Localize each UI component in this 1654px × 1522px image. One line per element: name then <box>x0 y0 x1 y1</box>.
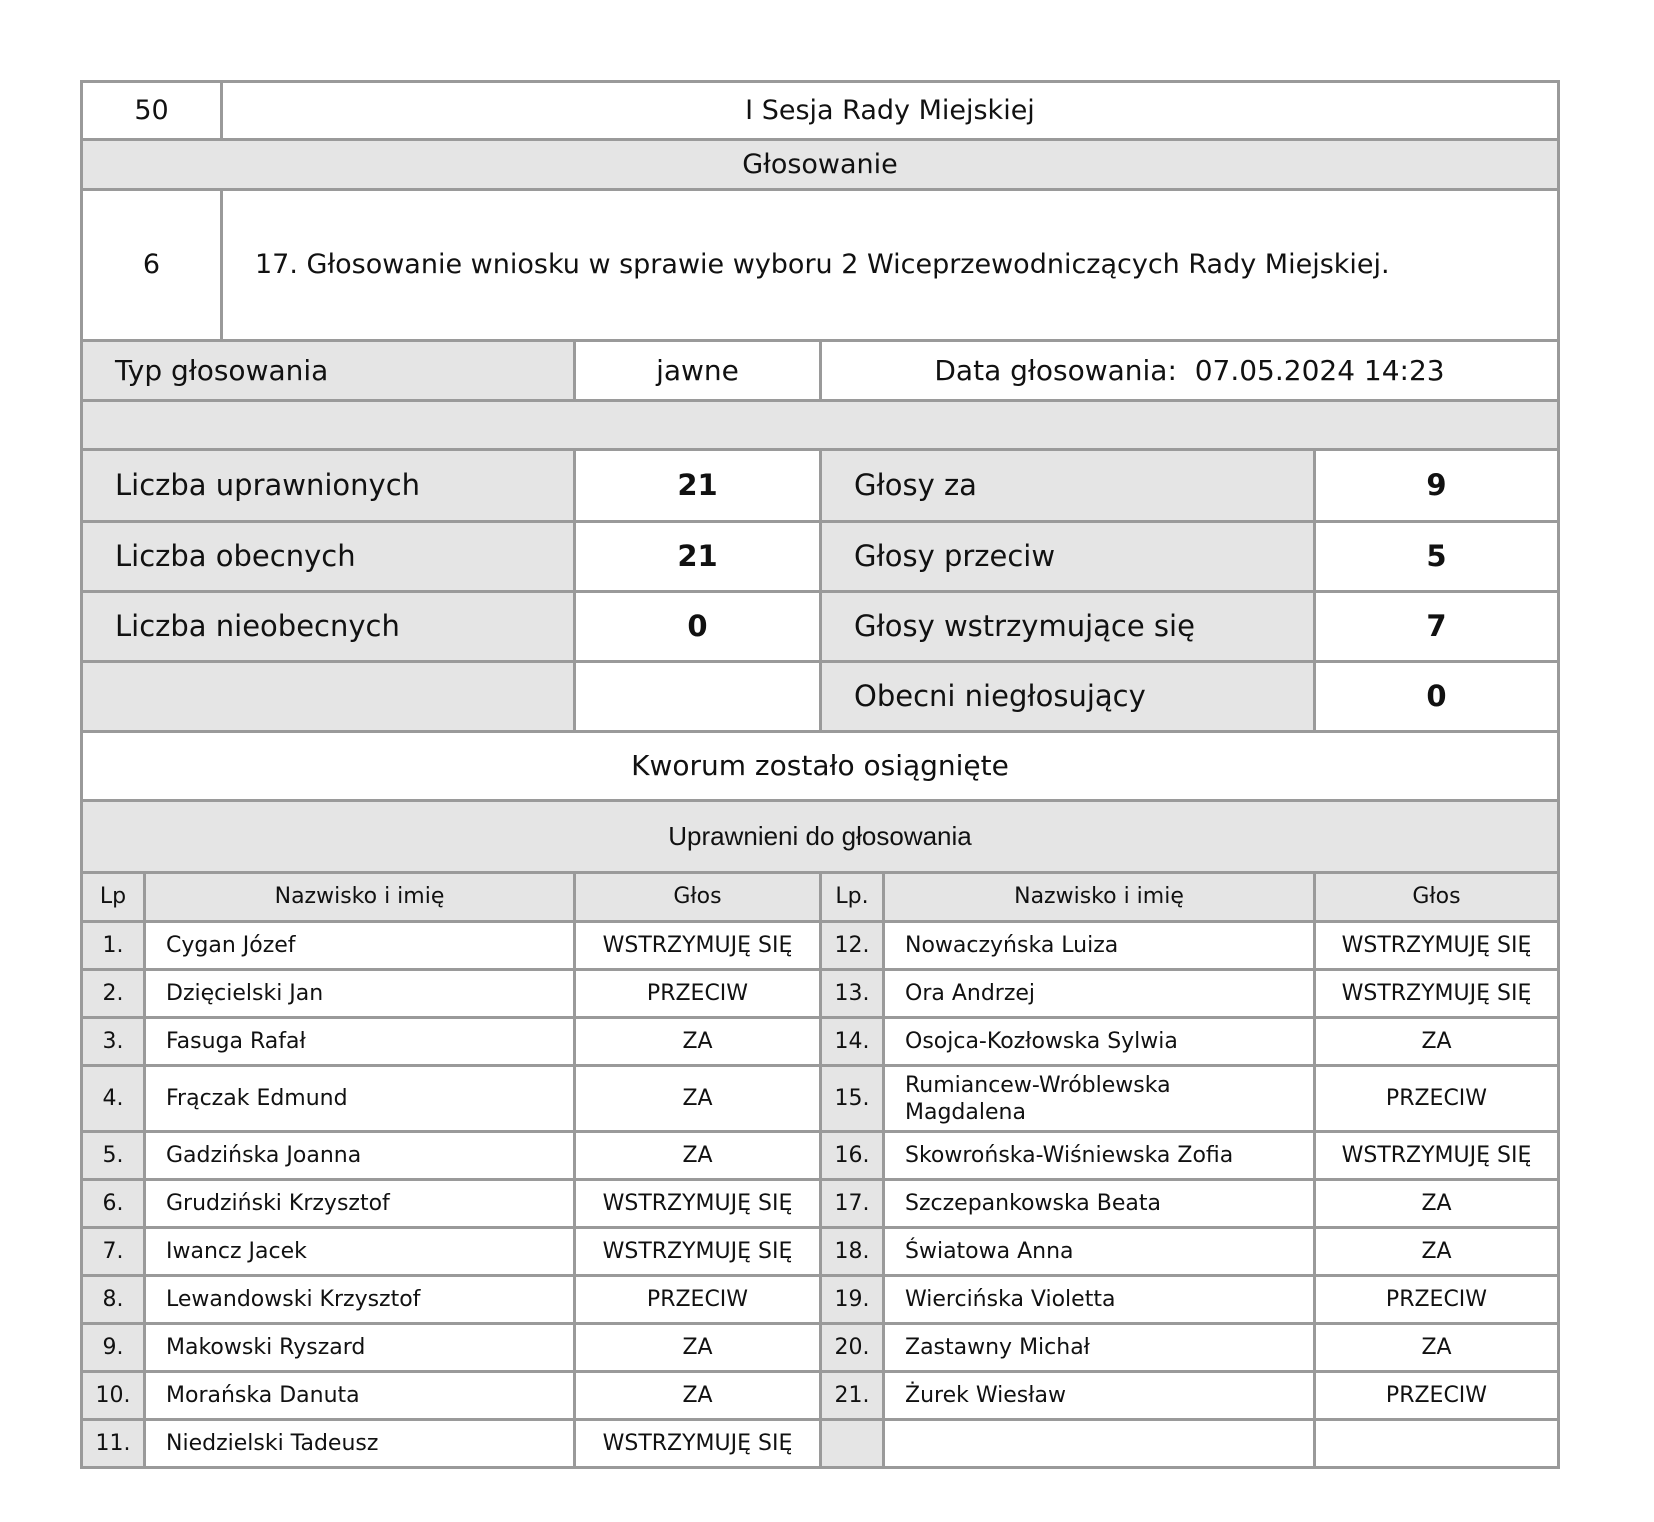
voter-name: Zastawny Michał <box>884 1324 1315 1372</box>
voter-name <box>884 1420 1315 1468</box>
table-row <box>82 1276 1559 1324</box>
voter-name: Dzięcielski Jan <box>145 970 575 1018</box>
item-number: 6 <box>82 191 222 341</box>
for-count: 9 <box>1315 451 1559 521</box>
voter-name: Frączak Edmund <box>145 1066 575 1132</box>
voter-name: Wiercińska Violetta <box>884 1276 1315 1324</box>
vote-statistics <box>80 451 1560 733</box>
eligible-label: Liczba uprawnionych <box>82 451 575 521</box>
voter-vote: WSTRZYMUJĘ SIĘ <box>575 1180 821 1228</box>
lp-cell: 21. <box>821 1372 884 1420</box>
voting-report <box>80 80 1560 1469</box>
nonvoting-count: 0 <box>1315 661 1559 731</box>
lp-cell <box>821 1420 884 1468</box>
quorum-bar <box>80 733 1560 803</box>
voter-name: Makowski Ryszard <box>145 1324 575 1372</box>
voter-vote <box>1315 1420 1559 1468</box>
vote-info <box>80 342 1560 402</box>
voter-vote: PRZECIW <box>1315 1066 1559 1132</box>
voter-name: Skowrońska-Wiśniewska Zofia <box>884 1132 1315 1180</box>
table-row <box>82 1324 1559 1372</box>
lp-cell: 4. <box>82 1066 145 1132</box>
abstain-label: Głosy wstrzymujące się <box>821 591 1315 661</box>
vote-date-value: 07.05.2024 14:23 <box>1194 353 1445 387</box>
lp-cell: 17. <box>821 1180 884 1228</box>
voter-vote: PRZECIW <box>1315 1276 1559 1324</box>
col-vote-right: Głos <box>1315 874 1559 922</box>
voter-vote: ZA <box>1315 1018 1559 1066</box>
table-row <box>82 1132 1559 1180</box>
voter-name: Grudziński Krzysztof <box>145 1180 575 1228</box>
voter-name: Iwancz Jacek <box>145 1228 575 1276</box>
table-row <box>82 1420 1559 1468</box>
section-title: Głosowanie <box>82 141 1559 189</box>
voter-vote: ZA <box>575 1132 821 1180</box>
col-name-left: Nazwisko i imię <box>145 874 575 922</box>
lp-cell: 13. <box>821 970 884 1018</box>
empty-cell <box>82 661 575 731</box>
col-lp-left: Lp <box>82 874 145 922</box>
lp-cell: 8. <box>82 1276 145 1324</box>
present-count: 21 <box>575 521 821 591</box>
lp-cell: 3. <box>82 1018 145 1066</box>
present-label: Liczba obecnych <box>82 521 575 591</box>
voter-name: Morańska Danuta <box>145 1372 575 1420</box>
voter-name: Ora Andrzej <box>884 970 1315 1018</box>
voter-name: Nowaczyńska Luiza <box>884 922 1315 970</box>
voter-vote: ZA <box>1315 1324 1559 1372</box>
table-row <box>82 1372 1559 1420</box>
lp-cell: 14. <box>821 1018 884 1066</box>
for-label: Głosy za <box>821 451 1315 521</box>
voter-name: Szczepankowska Beata <box>884 1180 1315 1228</box>
section-title-bar <box>80 141 1560 191</box>
lp-cell: 12. <box>821 922 884 970</box>
voter-name: Niedzielski Tadeusz <box>145 1420 575 1468</box>
voter-name: Fasuga Rafał <box>145 1018 575 1066</box>
lp-cell: 6. <box>82 1180 145 1228</box>
voter-vote: WSTRZYMUJĘ SIĘ <box>575 1420 821 1468</box>
voter-name: Lewandowski Krzysztof <box>145 1276 575 1324</box>
spacer <box>82 402 1559 450</box>
empty-cell <box>575 661 821 731</box>
voter-vote: ZA <box>575 1324 821 1372</box>
lp-cell: 11. <box>82 1420 145 1468</box>
voters-table <box>80 874 1560 1470</box>
lp-cell: 16. <box>821 1132 884 1180</box>
lp-cell: 15. <box>821 1066 884 1132</box>
voter-name-line2: Magdalena <box>905 1099 1026 1125</box>
voter-vote: ZA <box>575 1066 821 1132</box>
voters-title: Uprawnieni do głosowania <box>82 802 1559 872</box>
lp-cell: 19. <box>821 1276 884 1324</box>
lp-cell: 18. <box>821 1228 884 1276</box>
session-name: I Sesja Rady Miejskiej <box>222 82 1559 140</box>
lp-cell: 7. <box>82 1228 145 1276</box>
voter-vote: ZA <box>1315 1228 1559 1276</box>
against-count: 5 <box>1315 521 1559 591</box>
voter-name: Cygan Józef <box>145 922 575 970</box>
agenda-item <box>80 191 1560 343</box>
voter-vote: PRZECIW <box>1315 1372 1559 1420</box>
vote-type-label: Typ głosowania <box>82 342 575 400</box>
voter-vote: WSTRZYMUJĘ SIĘ <box>1315 922 1559 970</box>
table-row <box>82 970 1559 1018</box>
voter-name: Osojca-Kozłowska Sylwia <box>884 1018 1315 1066</box>
col-name-right: Nazwisko i imię <box>884 874 1315 922</box>
voter-vote: PRZECIW <box>575 1276 821 1324</box>
voter-vote: WSTRZYMUJĘ SIĘ <box>575 1228 821 1276</box>
voter-name <box>884 1066 1315 1132</box>
voter-name: Światowa Anna <box>884 1228 1315 1276</box>
absent-count: 0 <box>575 591 821 661</box>
lp-cell: 10. <box>82 1372 145 1420</box>
voter-vote: ZA <box>575 1372 821 1420</box>
spacer-bar <box>80 402 1560 452</box>
quorum-status: Kworum zostało osiągnięte <box>82 733 1559 801</box>
voters-title-bar <box>80 802 1560 874</box>
table-row <box>82 922 1559 970</box>
session-number: 50 <box>82 82 222 140</box>
voter-vote: PRZECIW <box>575 970 821 1018</box>
vote-type-value: jawne <box>575 342 821 400</box>
vote-date-label: Data głosowania: <box>934 353 1177 387</box>
absent-label: Liczba nieobecnych <box>82 591 575 661</box>
item-title: 17. Głosowanie wniosku w sprawie wyboru 2 Wiceprzewodniczących Rady Miejskiej. <box>222 191 1559 341</box>
nonvoting-label: Obecni niegłosujący <box>821 661 1315 731</box>
session-header <box>80 80 1560 141</box>
col-lp-right: Lp. <box>821 874 884 922</box>
lp-cell: 2. <box>82 970 145 1018</box>
voter-vote: WSTRZYMUJĘ SIĘ <box>1315 970 1559 1018</box>
lp-cell: 1. <box>82 922 145 970</box>
against-label: Głosy przeciw <box>821 521 1315 591</box>
col-vote-left: Głos <box>575 874 821 922</box>
voter-name-line1: Rumiancew-Wróblewska <box>905 1072 1171 1098</box>
table-row <box>82 1180 1559 1228</box>
abstain-count: 7 <box>1315 591 1559 661</box>
lp-cell: 20. <box>821 1324 884 1372</box>
table-row <box>82 1228 1559 1276</box>
voter-name: Żurek Wiesław <box>884 1372 1315 1420</box>
lp-cell: 5. <box>82 1132 145 1180</box>
eligible-count: 21 <box>575 451 821 521</box>
voter-vote: ZA <box>575 1018 821 1066</box>
table-row <box>82 1066 1559 1132</box>
voter-name: Gadzińska Joanna <box>145 1132 575 1180</box>
lp-cell: 9. <box>82 1324 145 1372</box>
table-row <box>82 1018 1559 1066</box>
voter-vote: WSTRZYMUJĘ SIĘ <box>1315 1132 1559 1180</box>
voter-vote: ZA <box>1315 1180 1559 1228</box>
voter-vote: WSTRZYMUJĘ SIĘ <box>575 922 821 970</box>
vote-date <box>821 342 1559 400</box>
